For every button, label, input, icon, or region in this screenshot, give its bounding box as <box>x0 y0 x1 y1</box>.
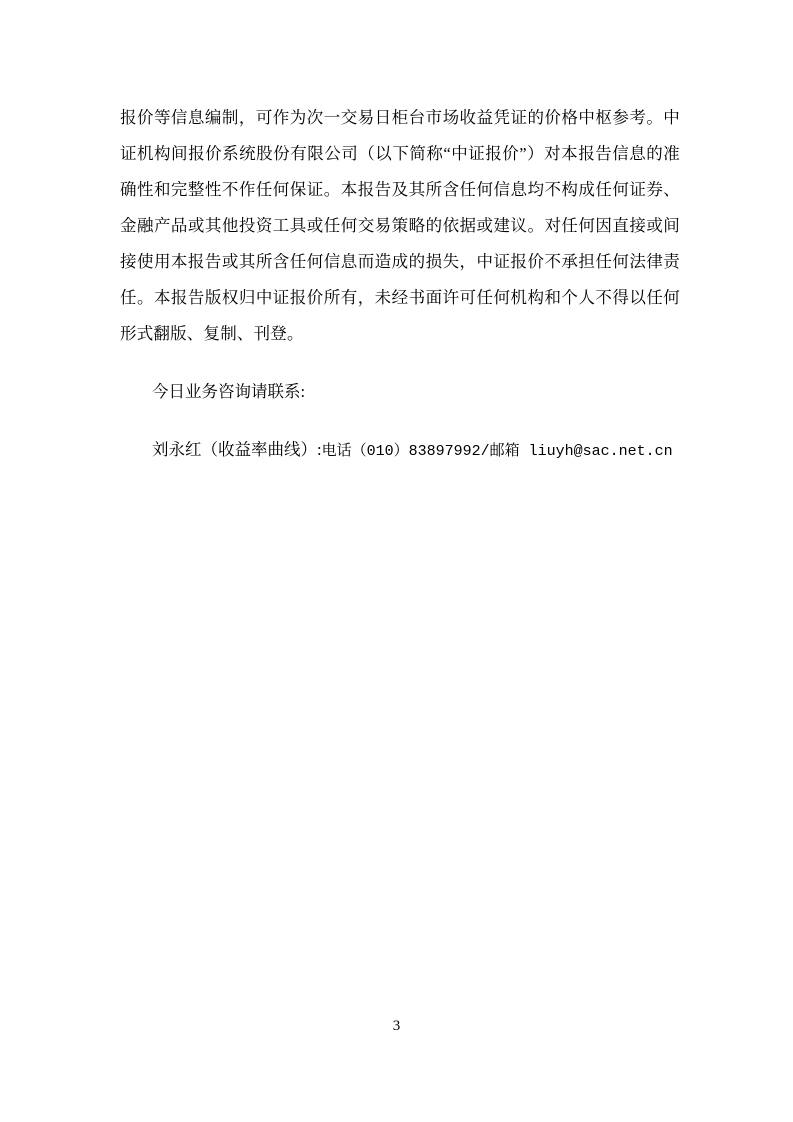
page-number: 3 <box>392 1018 401 1034</box>
paragraph-spacer <box>120 352 680 374</box>
contact-name-role: 刘永红（收益率曲线）: <box>152 440 322 459</box>
contact-details: 电话（010）83897992/邮箱 liuyh@sac.net.cn <box>321 443 673 460</box>
contact-heading: 今日业务咨询请联系: <box>152 382 306 401</box>
page-content <box>120 100 680 470</box>
contact-spacer <box>120 410 680 432</box>
contact-line <box>120 432 680 470</box>
disclaimer-paragraph: 报价等信息编制，可作为次一交易日柜台市场收益凭证的价格中枢参考。中证机构间报价系统股份有限公司（以下简称“中证报价”）对本报告信息的准确性和完整性不作任何保证。本报告及其所含任何信息均不构成任何证券、金融产品或其他投资工具或任何交易策略的依据或建议。对任何因直接或间接使用本报告或其所含任何信息而造成的损失，中证报价不承担任何法律责任。本报告版权归中证报价所有，未经书面许可任何机构和个人不得以任何形式翻版、复制、刊登。 <box>120 108 680 343</box>
